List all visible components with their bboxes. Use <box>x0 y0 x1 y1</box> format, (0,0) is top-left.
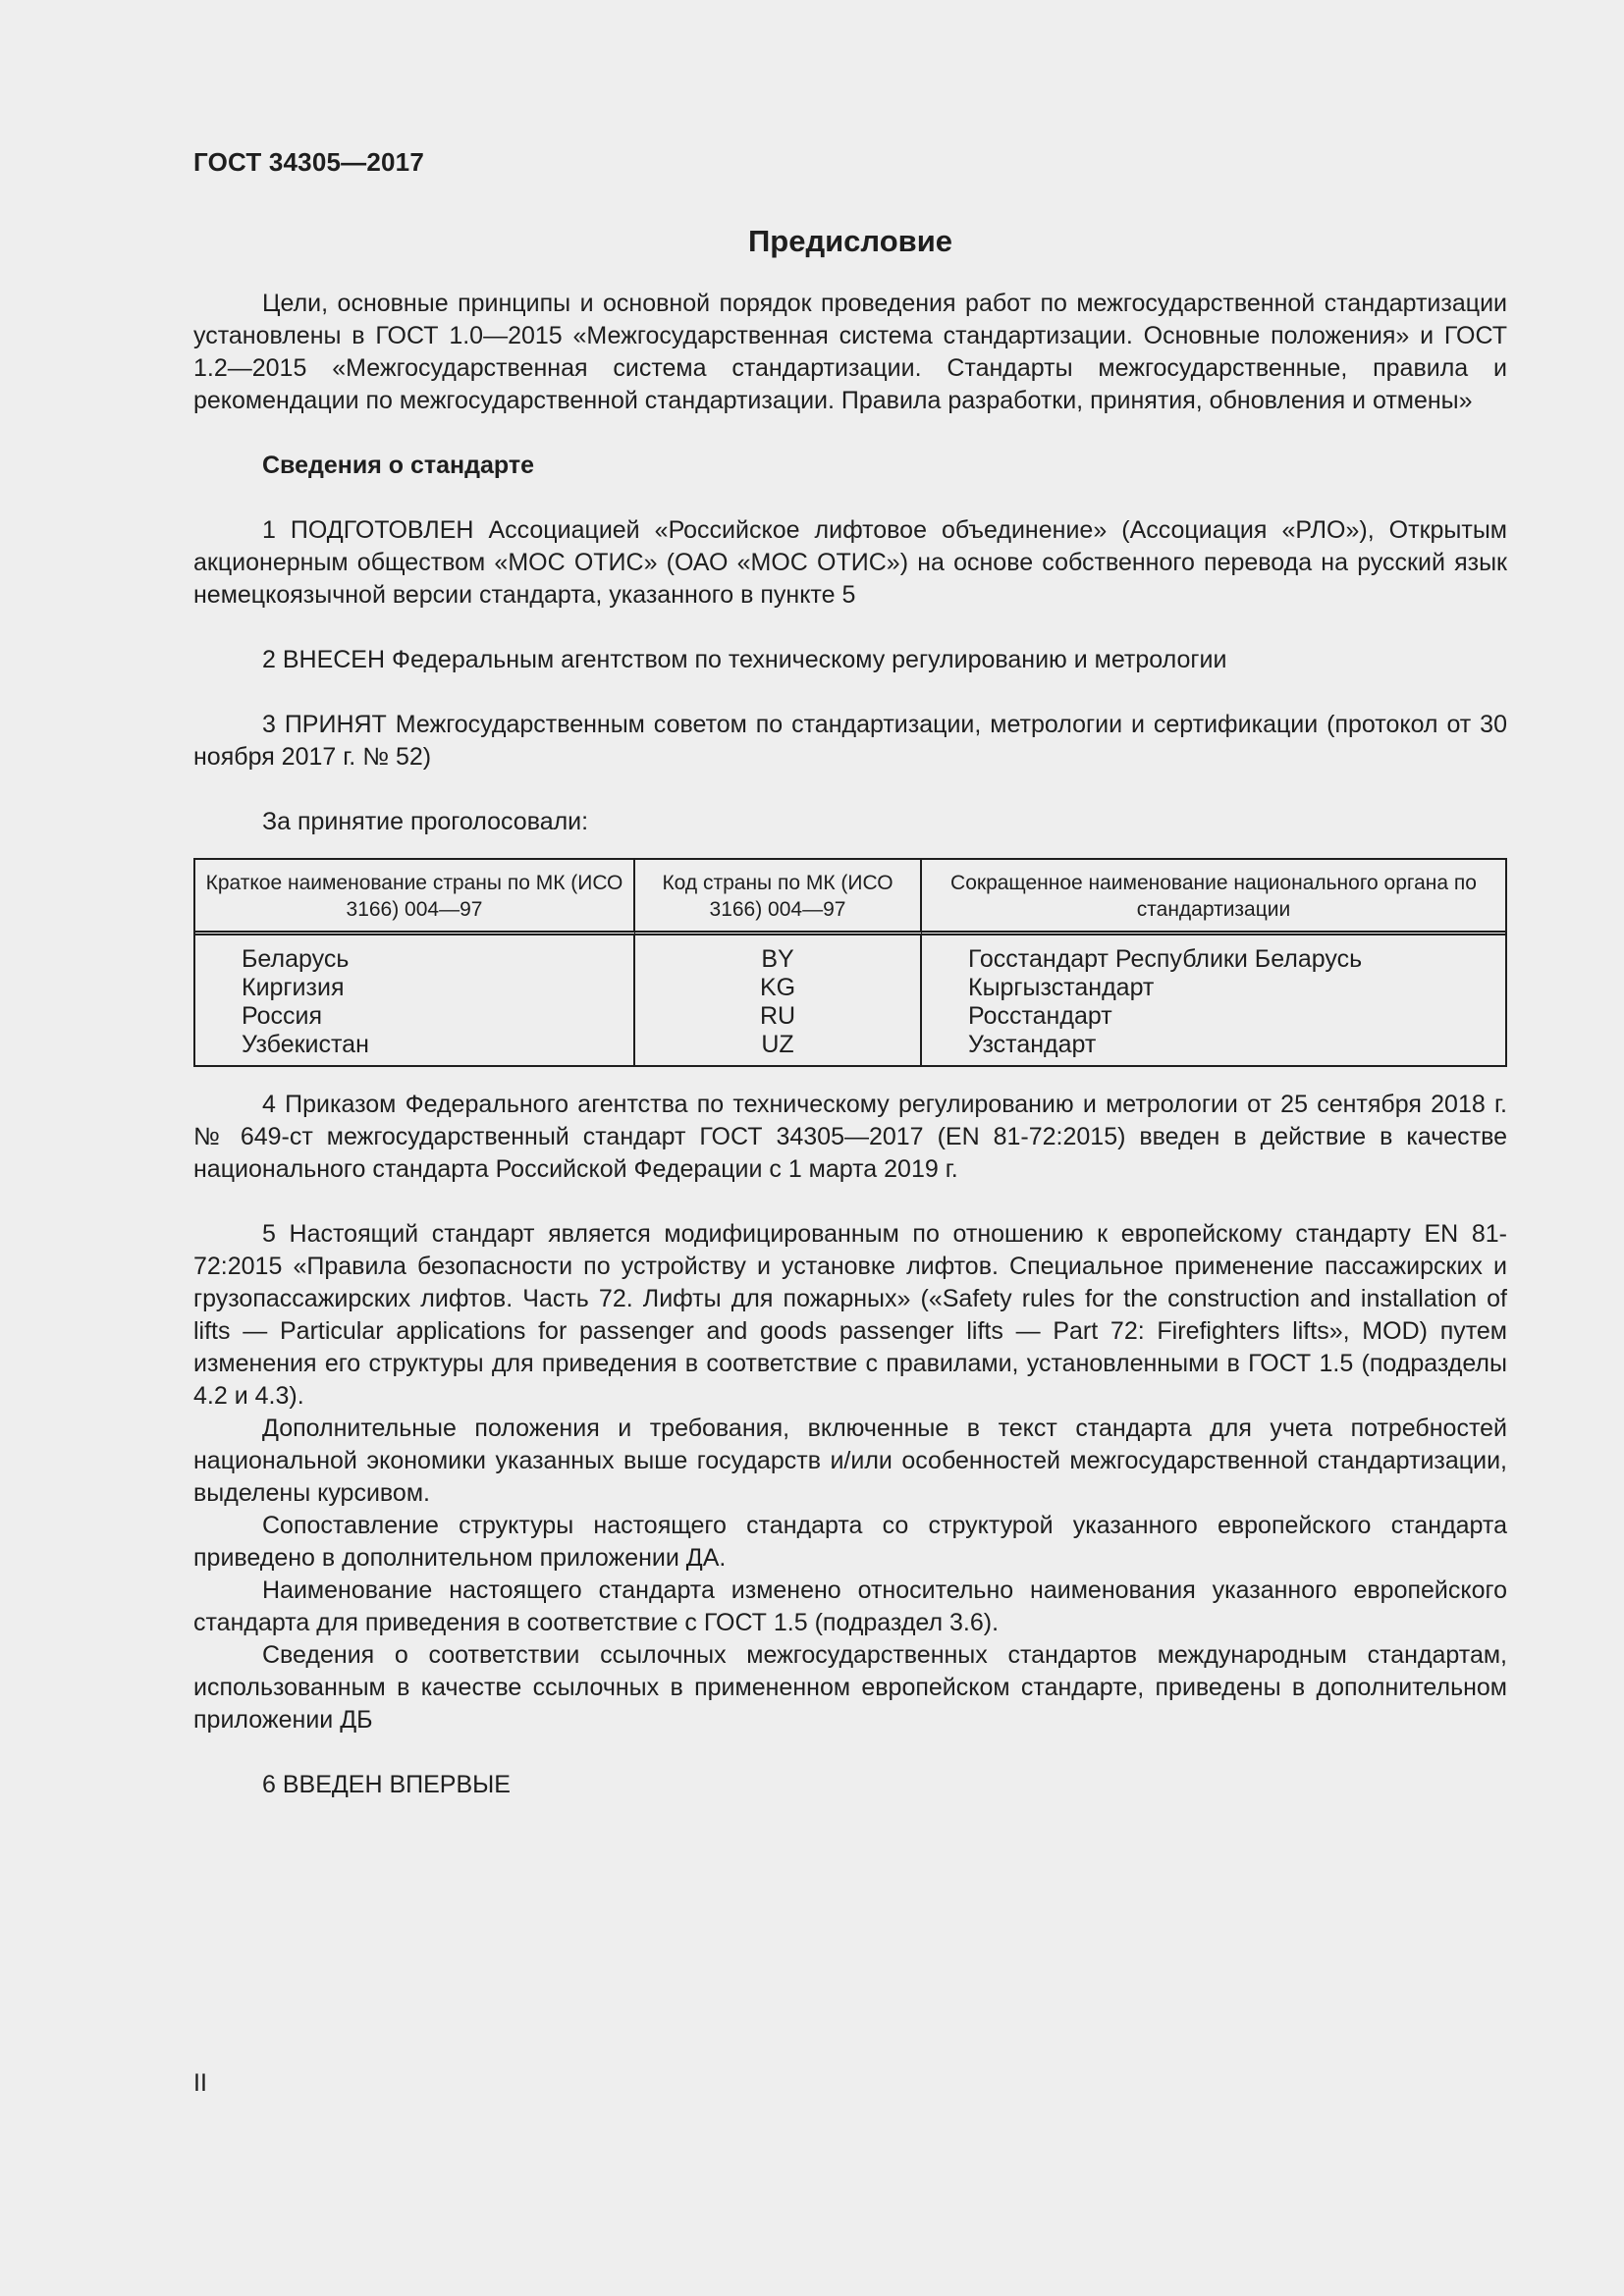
table-row <box>195 1031 1505 1065</box>
code-cell: UZ <box>635 1031 922 1065</box>
standards-body-cell: Кыргызстандарт <box>968 974 1155 1001</box>
country-cell: Киргизия <box>195 974 635 1002</box>
table-header-body: Сокращенное наименование национального органа по стандартизации <box>922 860 1505 935</box>
document-body <box>193 288 1507 1801</box>
code-cell: KG <box>635 974 922 1002</box>
table-header-country: Краткое наименование страны по МК (ИСО 3166) 004—97 <box>195 860 635 935</box>
item-3-paragraph: 3 ПРИНЯТ Межгосударственным советом по стандартизации, метрологии и сертификации (протокол от 30 ноября 2017 г. № 52) <box>193 711 1507 771</box>
standards-body-cell: Госстандарт Республики Беларусь <box>968 945 1363 973</box>
section-heading: Сведения о стандарте <box>262 452 535 479</box>
country-cell: Россия <box>195 1002 635 1031</box>
voted-label: За принятие проголосовали: <box>262 808 589 835</box>
code-cell: BY <box>635 935 922 974</box>
item-5-title-change-paragraph: Наименование настоящего стандарта изменено относительно наименования указанного европейского стандарта для приведения в соответствие с ГОСТ 1.5 (подраздел 3.6). <box>193 1576 1507 1636</box>
country-cell: Узбекистан <box>195 1031 635 1065</box>
item-5-paragraph: 5 Настоящий стандарт является модифицированным по отношению к европейскому стандарту EN 81-72:2015 «Правила безопасности по устройству и установке лифтов. Специальное применение пассажирских и грузопассажирских лифтов. Часть 72. Лифты для пожарных» («Safety rules for the construction and installation of lifts — Particular applications for passenger and goods passenger lifts — Part 72: Firefighters lifts», MOD) путем изменения его структуры для приведения в соответствие с правилами, установленными в ГОСТ 1.5 (подразделы 4.2 и 4.3). <box>193 1220 1507 1410</box>
page-number: II <box>193 2069 207 2097</box>
running-head: ГОСТ 34305—2017 <box>193 147 424 177</box>
item-4-paragraph: 4 Приказом Федерального агентства по техническому регулированию и метрологии от 25 сентября 2018 г. № 649-ст межгосударственный стандарт ГОСТ 34305—2017 (EN 81-72:2015) введен в действие в качестве национального стандарта Российской Федерации с 1 марта 2019 г. <box>193 1091 1507 1183</box>
code-cell: RU <box>635 1002 922 1031</box>
country-cell: Беларусь <box>195 935 635 974</box>
standards-body-cell: Росстандарт <box>968 1002 1112 1030</box>
document-page <box>193 0 1507 2296</box>
table-header-code: Код страны по МК (ИСО 3166) 004—97 <box>635 860 922 935</box>
standards-body-cell: Узстандарт <box>968 1031 1097 1058</box>
table-row <box>195 974 1505 1002</box>
table-header-row <box>195 860 1505 935</box>
item-2-paragraph: 2 ВНЕСЕН Федеральным агентством по техническому регулированию и метрологии <box>262 646 1227 673</box>
item-5-additional-paragraph: Дополнительные положения и требования, включенные в текст стандарта для учета потребностей национальной экономики указанных выше государств и/или особенностей межгосударственной стандартизации, выделены курсивом. <box>193 1415 1507 1507</box>
page-title: Предисловие <box>747 224 952 258</box>
table-row <box>195 935 1505 974</box>
intro-paragraph: Цели, основные принципы и основной порядок проведения работ по межгосударственной стандартизации установлены в ГОСТ 1.0—2015 «Межгосударственная система стандартизации. Основные положения» и ГОСТ 1.2—2015 «Межгосударственная система стандартизации. Стандарты межгосударственные, правила и рекомендации по межгосударственной стандартизации. Правила разработки, принятия, обновления и отмены» <box>193 290 1507 414</box>
item-5-references-paragraph: Сведения о соответствии ссылочных межгосударственных стандартов международным стандартам, использованным в качестве ссылочных в примененном европейском стандарте, приведены в дополнительном приложении ДБ <box>193 1641 1507 1734</box>
table-row <box>195 1002 1505 1031</box>
item-6-paragraph: 6 ВВЕДЕН ВПЕРВЫЕ <box>262 1771 511 1798</box>
item-1-paragraph: 1 ПОДГОТОВЛЕН Ассоциацией «Российское лифтовое объединение» (Ассоциация «РЛО»), Открытым акционерным обществом «МОС ОТИС» (ОАО «МОС ОТИС») на основе собственного перевода на русский язык немецкоязычной версии стандарта, указанного в пункте 5 <box>193 516 1507 609</box>
voting-table <box>193 858 1507 1067</box>
item-5-comparison-paragraph: Сопоставление структуры настоящего стандарта со структурой указанного европейского стандарта приведено в дополнительном приложении ДА. <box>193 1512 1507 1572</box>
